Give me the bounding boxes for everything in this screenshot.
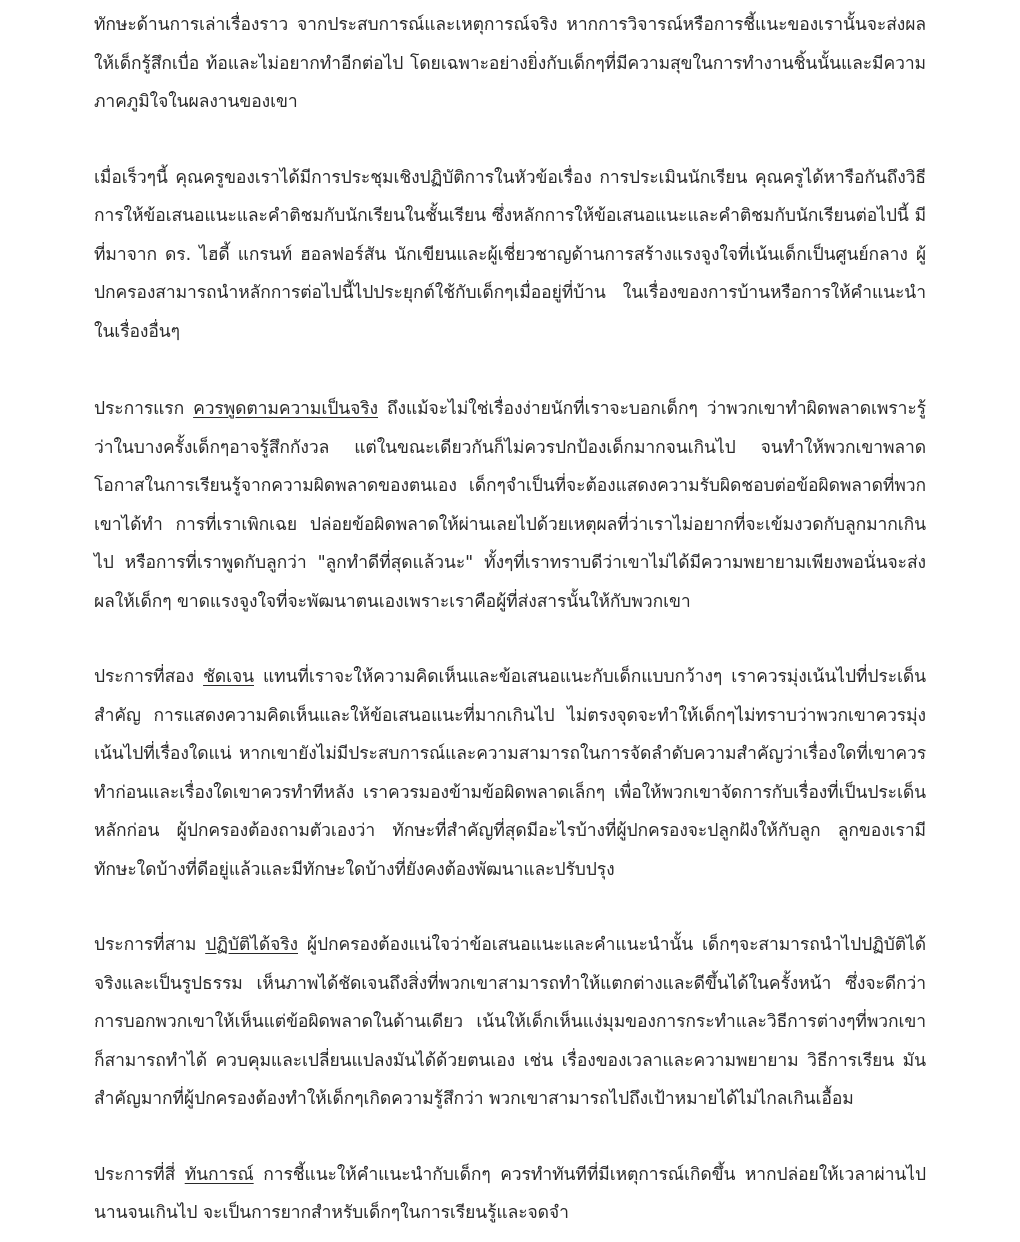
principle-heading: ควรพูดตามความเป็นจริง (193, 399, 379, 419)
paragraph-spacer (94, 889, 926, 926)
paragraph-principle-4 (94, 1156, 926, 1233)
paragraph-spacer (94, 122, 926, 159)
paragraph-principle-3 (94, 926, 926, 1119)
paragraph-spacer (94, 1119, 926, 1156)
paragraph-text: เมื่อเร็วๆนี้ คุณครูของเราได้มีการประชุมเชิงปฏิบัติการในหัวข้อเรื่อง การประเมินนักเรียน คุณครูได้หารือกันถึงวิธีการให้ข้อเสนอแนะและคำติชมกับนักเรียนในชั้นเรียน ซึ่งหลักการให้ข้อเสนอแนะและคำติชมกับนักเรียนต่อไปนี้ มีที่มาจาก ดร. ไฮดี้ แกรนท์ ฮอลฟอร์สัน นักเขียนและผู้เชี่ยวชาญด้านการสร้างแรงจูงใจที่เน้นเด็กเป็นศูนย์กลาง ผู้ปกครองสามารถนำหลักการต่อไปนี้ไปประยุกต์ใช้กับเด็กๆเมื่ออยู่ที่บ้าน ในเรื่องของการบ้านหรือการให้คำแนะนำในเรื่องอื่นๆ (94, 167, 926, 342)
principle-lead: ประการที่สอง (94, 667, 204, 687)
principle-heading: ชัดเจน (203, 667, 254, 687)
paragraph-principle-2 (94, 658, 926, 889)
paragraph-text: ผู้ปกครองต้องแน่ใจว่าข้อเสนอแนะและคำแนะนำนั้น เด็กๆจะสามารถนำไปปฏิบัติได้จริงและเป็นรูปธรรม เห็นภาพได้ชัดเจนถึงสิ่งที่พวกเขาสามารถทำให้แตกต่างและดีขึ้นได้ในครั้งหน้า ซึ่งจะดีกว่าการบอกพวกเขาให้เห็นแต่ข้อผิดพลาดในด้านเดียว เน้นให้เด็กเห็นแง่มุมของการกระทำและวิธีการต่างๆที่พวกเขาก็สามารถทำได้ ควบคุมและเปลี่ยนแปลงมันได้ด้วยตนเอง เช่น เรื่องของเวลาและความพยายาม วิธีการเรียน มันสำคัญมากที่ผู้ปกครองต้องทำให้เด็กๆเกิดความรู้สึกว่า พวกเขาสามารถไปถึงเป้าหมายได้ไม่ไกลเกินเอื้อม (94, 935, 926, 1109)
principle-lead: ประการที่สาม (94, 935, 206, 955)
paragraph-principle-1 (94, 390, 926, 621)
paragraph-workshop (94, 159, 926, 352)
principle-lead: ประการแรก (94, 399, 194, 419)
paragraph-text: การชี้แนะให้คำแนะนำกับเด็กๆ ควรทำทันทีที่มีเหตุการณ์เกิดขึ้น หากปล่อยให้เวลาผ่านไปนานจนเกินไป จะเป็นการยากสำหรับเด็กๆในการเรียนรู้และจดจำ (94, 1164, 927, 1223)
paragraph-text: ถึงแม้จะไม่ใช่เรื่องง่ายนักที่เราจะบอกเด็กๆ ว่าพวกเขาทำผิดพลาดเพราะรู้ว่าในบางครั้งเด็กๆอาจรู้สึกกังวล แต่ในขณะเดียวกันก็ไม่ควรปกป้องเด็กมากจนเกินไป จนทำให้พวกเขาพลาดโอกาสในการเรียนรู้จากความผิดพลาดของตนเอง เด็กๆจำเป็นที่จะต้องแสดงความรับผิดชอบต่อข้อผิดพลาดที่พวกเขาได้ทำ การที่เราเพิกเฉย ปล่อยข้อผิดพลาดให้ผ่านเลยไปด้วยเหตุผลที่ว่าเราไม่อยากที่จะเข้มงวดกับลูกมากเกินไป หรือการที่เราพูดกับลูกว่า "ลูกทำดีที่สุดแล้วนะ" ทั้งๆที่เราทราบดีว่าเขาไม่ได้มีความพยายามเพียงพอนั่นจะส่งผลให้เด็กๆ ขาดแรงจูงใจที่จะพัฒนาตนเองเพราะเราคือผู้ที่ส่งสารนั้นให้กับพวกเขา (94, 399, 926, 612)
paragraph-spacer (94, 351, 926, 390)
paragraph-text: ทักษะด้านการเล่าเรื่องราว จากประสบการณ์และเหตุการณ์จริง หากการวิจารณ์หรือการชี้แนะของเรานั้นจะส่งผลให้เด็กรู้สึกเบื่อ ท้อและไม่อยากทำอีกต่อไป โดยเฉพาะอย่างยิ่งกับเด็กๆที่มีความสุขในการทำงานชิ้นนั้นและมีความภาคภูมิใจในผลงานของเขา (94, 15, 926, 112)
principle-lead: ประการที่สี่ (94, 1164, 185, 1185)
principle-heading: ปฏิบัติได้จริง (205, 935, 298, 955)
paragraph-spacer (94, 621, 926, 658)
paragraph-intro-continuation (94, 6, 926, 122)
principle-heading: ทันการณ์ (184, 1164, 254, 1185)
paragraph-text: แทนที่เราจะให้ความคิดเห็นและข้อเสนอแนะกับเด็กแบบกว้างๆ เราควรมุ่งเน้นไปที่ประเด็นสำคัญ การแสดงความคิดเห็นและให้ข้อเสนอแนะที่มากเกินไป ไม่ตรงจุดจะทำให้เด็กๆไม่ทราบว่าพวกเขาควรมุ่งเน้นไปที่เรื่องใดแน่ หากเขายังไม่มีประสบการณ์และความสามารถในการจัดลำดับความสำคัญว่าเรื่องใดที่เขาควรทำก่อนและเรื่องใดเขาควรทำทีหลัง เราควรมองข้ามข้อผิดพลาดเล็กๆ เพื่อให้พวกเขาจัดการกับเรื่องที่เป็นประเด็นหลักก่อน ผู้ปกครองต้องถามตัวเองว่า ทักษะที่สำคัญที่สุดมีอะไรบ้างที่ผู้ปกครองจะปลูกฝังให้กับลูก ลูกของเรามีทักษะใดบ้างที่ดีอยู่แล้วและมีทักษะใดบ้างที่ยังคงต้องพัฒนาและปรับปรุง (94, 667, 927, 880)
document-page (94, 6, 926, 1233)
